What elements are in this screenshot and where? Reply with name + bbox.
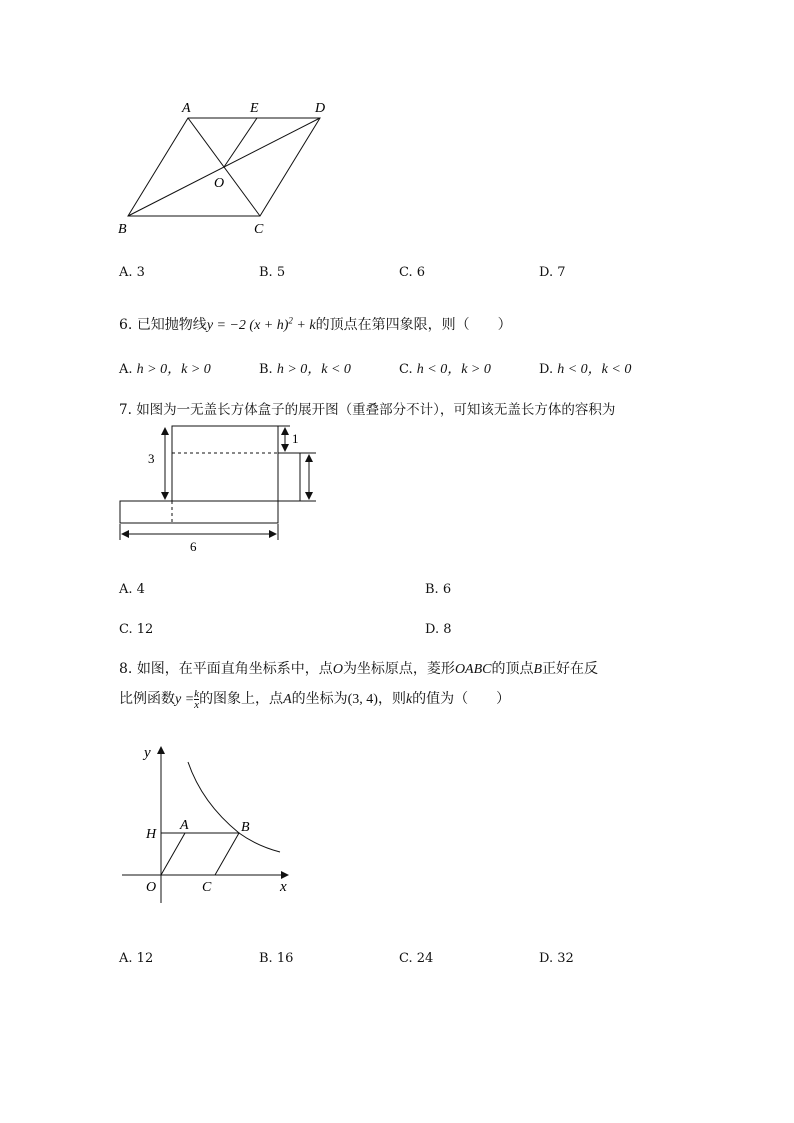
q6-option-b[interactable] <box>259 358 351 378</box>
label-o: O <box>214 176 225 191</box>
option-letter: D. <box>539 951 554 966</box>
label-e: E <box>250 101 259 116</box>
q8-number: 8. <box>119 661 133 677</box>
q6-formula-tail: + k <box>292 318 316 333</box>
q8-text: 的顶点 <box>491 661 534 677</box>
option-letter: B. <box>425 582 439 597</box>
q8-text: 如图，在平面直角坐标系中，点 <box>136 661 333 677</box>
option-value: h < 0，k < 0 <box>557 362 632 377</box>
q6-text-before: 已知抛物线 <box>136 317 207 333</box>
dim-label-width: 6 <box>190 539 197 554</box>
q8-text: 的图象上，点 <box>199 691 284 707</box>
q6-text-after: 的顶点在第四象限，则（ ） <box>315 317 512 333</box>
option-value: 32 <box>557 951 574 966</box>
rhombus-oabc <box>161 833 239 875</box>
option-letter: A. <box>119 265 133 280</box>
q6-stem <box>119 314 512 334</box>
q7-option-a[interactable] <box>119 582 145 597</box>
option-letter: B. <box>259 362 273 377</box>
q6-option-d[interactable] <box>539 358 631 378</box>
q7-text: 如图为一无盖长方体盒子的展开图（重叠部分不计），可知该无盖长方体的容积为 <box>136 402 616 418</box>
q8-text: 正好在反 <box>542 661 599 677</box>
option-letter: C. <box>399 951 413 966</box>
q8-option-a[interactable] <box>119 951 153 966</box>
q5-option-a[interactable] <box>119 265 145 280</box>
q6-formula-sup: 2 <box>288 315 293 326</box>
option-letter: B. <box>259 951 273 966</box>
net-top-panel <box>172 426 278 501</box>
q8-option-b[interactable] <box>259 951 293 966</box>
label-d: D <box>315 101 326 116</box>
q6-number: 6. <box>119 317 133 333</box>
box-net-figure <box>110 418 340 558</box>
q8-text: 为坐标原点，菱形 <box>342 661 455 677</box>
q8-var: A <box>283 692 292 707</box>
q5-option-d[interactable] <box>539 265 566 280</box>
q7-option-b[interactable] <box>425 582 451 597</box>
option-letter: C. <box>119 622 133 637</box>
label-o: O <box>146 880 157 895</box>
option-letter: D. <box>539 265 554 280</box>
coordinate-figure <box>110 735 310 905</box>
net-right-flap <box>278 453 300 501</box>
option-letter: C. <box>399 265 413 280</box>
q5-option-c[interactable] <box>399 265 425 280</box>
option-letter: D. <box>539 362 554 377</box>
label-b: B <box>118 222 127 237</box>
option-value: 12 <box>136 622 154 637</box>
option-value: 6 <box>416 265 426 280</box>
option-letter: B. <box>259 265 273 280</box>
q6-formula <box>206 315 316 333</box>
option-value: 4 <box>136 582 145 597</box>
option-letter: A. <box>119 582 133 597</box>
q8-var: B <box>533 662 543 677</box>
q8-coord: (3, 4) <box>347 692 378 707</box>
q7-option-c[interactable] <box>119 622 153 637</box>
q8-var: OABC <box>454 662 492 677</box>
q8-var: O <box>332 662 343 677</box>
label-a: A <box>180 818 189 833</box>
option-value: 16 <box>276 951 294 966</box>
q8-text: 的坐标为 <box>291 691 348 707</box>
q8-text: ，则 <box>377 691 406 707</box>
q8-stem-line1 <box>119 658 598 678</box>
axis-label-y: y <box>144 745 151 761</box>
option-value: 5 <box>276 265 286 280</box>
option-value: 12 <box>136 951 154 966</box>
frac-numerator: k <box>194 687 200 700</box>
segment-eo <box>224 118 257 167</box>
option-value: 6 <box>442 582 452 597</box>
axis-label-x: x <box>280 879 287 895</box>
q8-text: 比例函数 <box>119 691 175 707</box>
q8-option-c[interactable] <box>399 951 433 966</box>
option-value: h > 0，k > 0 <box>136 362 211 377</box>
option-value: 7 <box>557 265 566 280</box>
q5-option-b[interactable] <box>259 265 285 280</box>
q6-option-a[interactable] <box>119 358 211 378</box>
q7-option-d[interactable] <box>425 622 452 637</box>
q8-text: 的值为（ ） <box>412 691 511 707</box>
option-value: 8 <box>443 622 452 637</box>
option-value: 3 <box>136 265 145 280</box>
q8-var: k <box>405 692 413 707</box>
option-value: 24 <box>416 951 434 966</box>
q8-option-d[interactable] <box>539 951 574 966</box>
label-c: C <box>202 880 212 895</box>
label-b: B <box>241 820 250 835</box>
q8-func: y = <box>175 692 195 707</box>
hyperbola-curve <box>188 762 280 852</box>
label-c: C <box>254 222 264 237</box>
option-letter: C. <box>399 362 413 377</box>
option-letter: A. <box>119 362 133 377</box>
option-letter: D. <box>425 622 440 637</box>
option-value: h < 0，k > 0 <box>416 362 491 377</box>
label-h: H <box>146 827 157 842</box>
q6-formula-main: y = −2 (x + h) <box>206 318 289 333</box>
q7-number: 7. <box>119 402 132 418</box>
net-bottom-panel <box>120 501 278 523</box>
dim-label-height: 3 <box>148 451 155 466</box>
dim-label-top: 1 <box>292 431 299 446</box>
label-a: A <box>182 101 191 116</box>
frac-denominator: x <box>194 698 200 711</box>
parallelogram-figure <box>110 95 350 245</box>
q8-stem-line2 <box>119 688 510 710</box>
q7-stem <box>119 398 615 418</box>
option-letter: A. <box>119 951 133 966</box>
option-value: h > 0，k < 0 <box>276 362 351 377</box>
q6-option-c[interactable] <box>399 358 491 378</box>
